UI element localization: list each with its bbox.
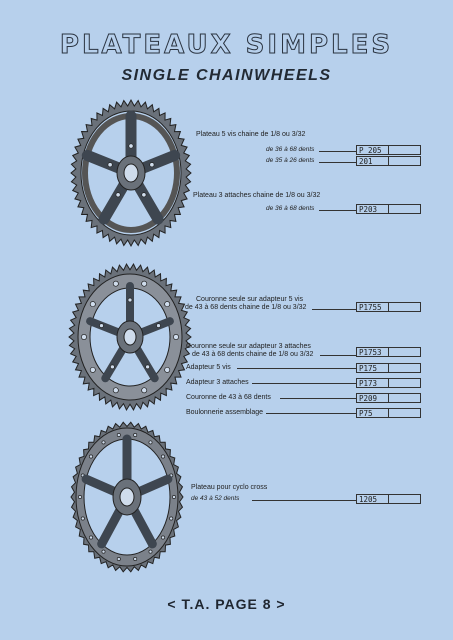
leader-line (280, 398, 356, 399)
part-number-box: P75 (356, 408, 421, 418)
leader-line (312, 309, 356, 310)
part-number-box: P173 (356, 378, 421, 388)
product-description: Couronne de 43 à 68 dents (186, 394, 271, 401)
part-number-box: P1755 (356, 302, 421, 312)
leader-line (237, 368, 356, 369)
product-teeth-range: de 36 à 68 dents (266, 205, 315, 212)
part-number-box: 201 (356, 156, 421, 166)
leader-line (252, 500, 356, 501)
leader-line (319, 151, 356, 152)
product-description: Couronne seule sur adapteur 3 attaches (186, 343, 311, 350)
page-number: < T.A. PAGE 8 > (167, 596, 286, 612)
product-description: Plateau 3 attaches chaine de 1/8 ou 3/32 (193, 192, 321, 199)
page-subtitle: SINGLE CHAINWHEELS (121, 67, 332, 84)
product-teeth-range: de 35 à 26 dents (266, 157, 315, 164)
leader-line (319, 210, 356, 211)
product-description: Adapteur 5 vis (186, 364, 231, 371)
product-description: Plateau pour cyclo cross (191, 484, 268, 491)
part-number-box: P1753 (356, 347, 421, 357)
part-number-box: P175 (356, 363, 421, 373)
part-number-box: P209 (356, 393, 421, 403)
product-description: Adapteur 3 attaches (186, 379, 249, 386)
chainring-adapter-illustration (68, 262, 192, 412)
leader-line (266, 413, 356, 414)
page-title: PLATEAUX SIMPLES (59, 30, 394, 60)
product-description: Boulonnerie assemblage (186, 409, 264, 416)
leader-line (252, 383, 356, 384)
product-teeth-range: de 43 à 68 dents chaine de 1/8 ou 3/32 (192, 351, 314, 358)
product-teeth-range: de 43 à 52 dents (191, 495, 240, 502)
product-description: Plateau 5 vis chaine de 1/8 ou 3/32 (196, 131, 306, 138)
leader-line (319, 162, 356, 163)
product-description: Couronne seule sur adapteur 5 vis (196, 296, 304, 303)
chainwheel-5-spoke-illustration (70, 98, 192, 248)
leader-line (320, 355, 356, 356)
cyclo-cross-chainwheel-illustration (70, 420, 184, 574)
part-number-box: P203 (356, 204, 421, 214)
product-teeth-range: de 36 à 68 dents (266, 146, 315, 153)
part-number-box: 1205 (356, 494, 421, 504)
product-teeth-range: de 43 à 68 dents chaine de 1/8 ou 3/32 (185, 304, 307, 311)
part-number-box: P 205 (356, 145, 421, 155)
